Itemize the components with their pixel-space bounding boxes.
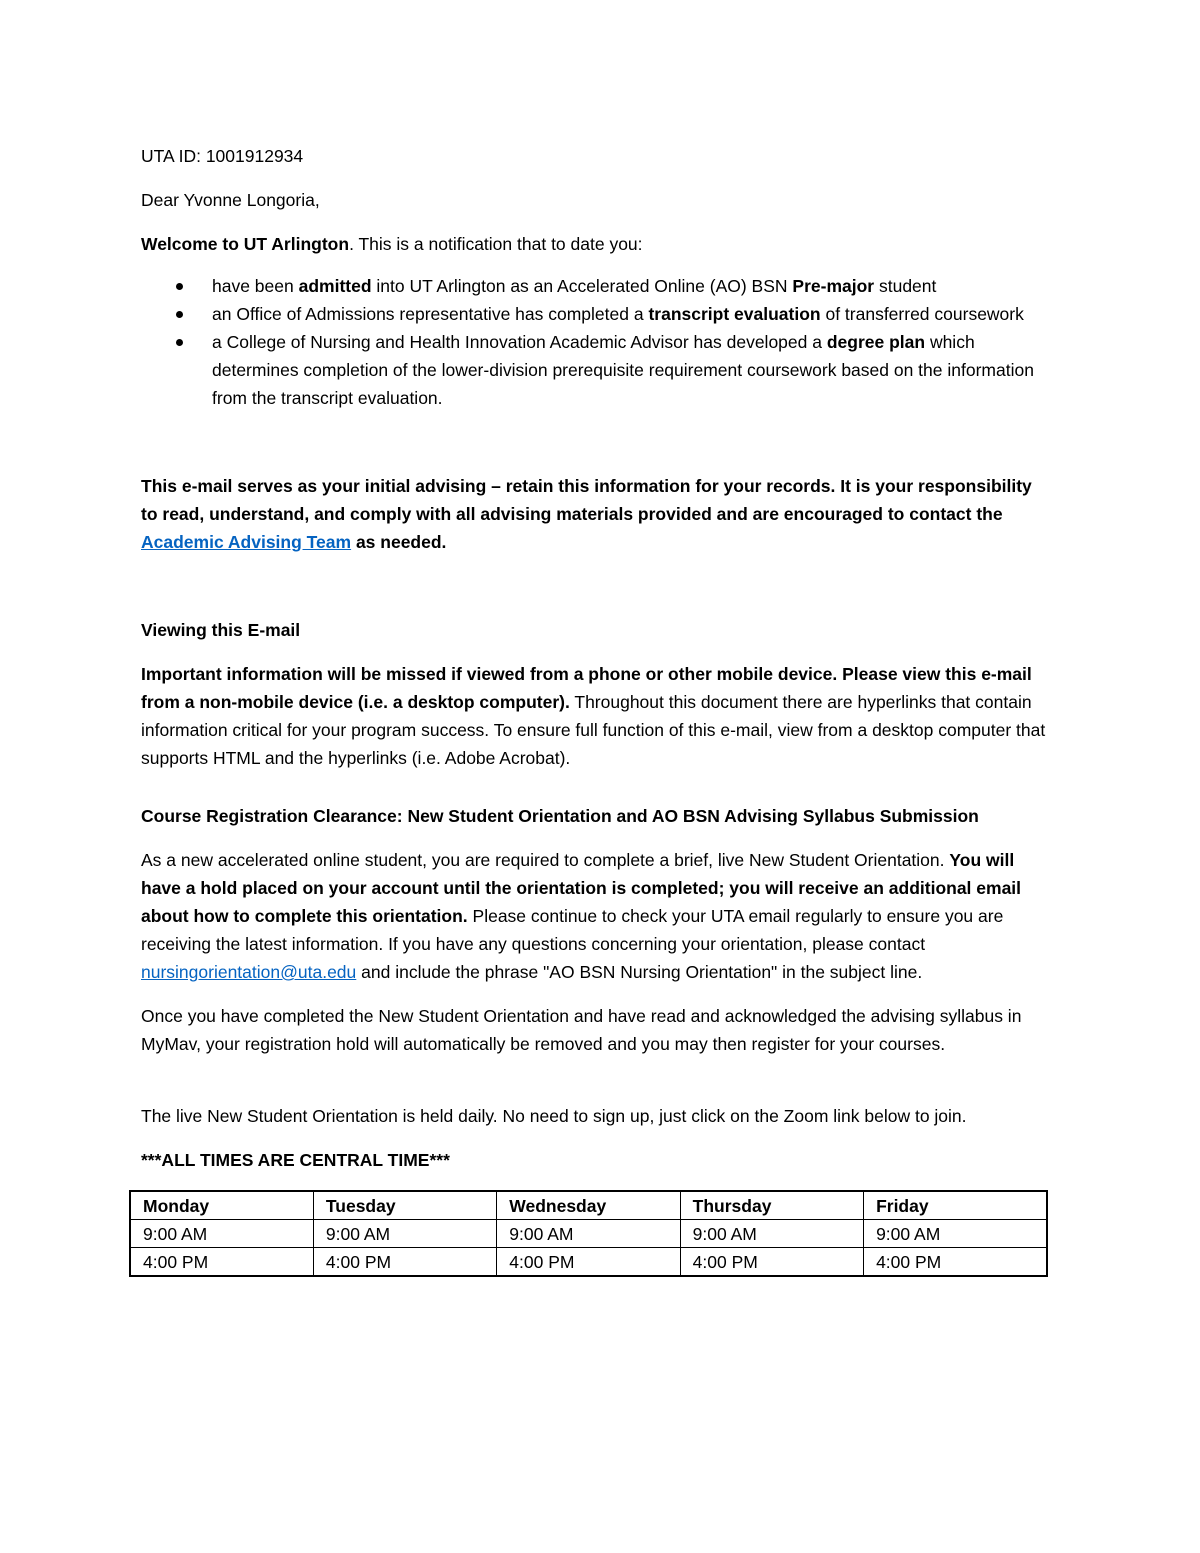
table-header-row <box>130 1191 1047 1220</box>
orientation-schedule-table <box>129 1190 1048 1277</box>
table-row <box>130 1248 1047 1277</box>
orientation-daily-paragraph: The live New Student Orientation is held daily. No need to sign up, just click on the Zoom link below to join. <box>141 1106 967 1126</box>
bullet-icon <box>176 283 183 290</box>
registration-hold-paragraph: Once you have completed the New Student Orientation and have read and acknowledged the advising syllabus in MyMav, your registration hold will automatically be removed and you may then register for your courses. <box>141 1006 1022 1054</box>
orientation-paragraph: As a new accelerated online student, you are required to complete a brief, live New Student Orientation. You will have a hold placed on your account until the orientation is completed; you will receive an additional email about how to complete this orientation. Please continue to check your UTA email regularly to ensure you are receiving the latest information. If you have any questions concerning your orientation, please contact nursingorientation@uta.edu and include the phrase "AO BSN Nursing Orientation" in the subject line. <box>141 850 1022 982</box>
orientation-email-link[interactable]: nursingorientation@uta.edu <box>141 962 357 982</box>
salutation: Dear Yvonne Longoria, <box>141 190 320 210</box>
column-header-thursday: Thursday <box>680 1191 863 1220</box>
table-cell: 9:00 AM <box>864 1220 1047 1248</box>
table-cell: 9:00 AM <box>130 1220 313 1248</box>
table-row <box>130 1220 1047 1248</box>
central-time-note: ***ALL TIMES ARE CENTRAL TIME*** <box>141 1150 450 1170</box>
column-header-friday: Friday <box>864 1191 1047 1220</box>
list-item: a College of Nursing and Health Innovation Academic Advisor has developed a degree plan which determines completion of the lower-division prerequisite requirement coursework based on the information from the transcript evaluation. <box>141 328 1050 412</box>
viewing-heading: Viewing this E-mail <box>141 620 301 640</box>
table-cell: 4:00 PM <box>864 1248 1047 1277</box>
table-cell: 4:00 PM <box>313 1248 496 1277</box>
column-header-tuesday: Tuesday <box>313 1191 496 1220</box>
table-cell: 4:00 PM <box>497 1248 680 1277</box>
table-cell: 9:00 AM <box>497 1220 680 1248</box>
table-cell: 4:00 PM <box>130 1248 313 1277</box>
viewing-paragraph: Important information will be missed if viewed from a phone or other mobile device. Please view this e-mail from a non-mobile device (i.e. a desktop computer). Throughout this document there are hyperlinks that contain information critical for your program success. To ensure full function of this e-mail, view from a desktop computer that supports HTML and the hyperlinks (i.e. Adobe Acrobat). <box>141 664 1046 768</box>
uta-id: UTA ID: 1001912934 <box>141 146 304 166</box>
table-cell: 9:00 AM <box>680 1220 863 1248</box>
welcome-bold: Welcome to UT Arlington <box>141 234 350 254</box>
table-cell: 4:00 PM <box>680 1248 863 1277</box>
welcome-line <box>141 230 1050 258</box>
column-header-monday: Monday <box>130 1191 313 1220</box>
bullet-icon <box>176 339 183 346</box>
list-item: an Office of Admissions representative has completed a transcript evaluation of transferred coursework <box>141 300 1050 328</box>
list-item: have been admitted into UT Arlington as an Accelerated Online (AO) BSN Pre-major student <box>141 272 1050 300</box>
registration-heading: Course Registration Clearance: New Student Orientation and AO BSN Advising Syllabus Submission <box>141 806 979 826</box>
academic-advising-team-link[interactable]: Academic Advising Team <box>141 532 352 552</box>
advising-paragraph: This e-mail serves as your initial advising – retain this information for your records. It is your responsibility to read, understand, and comply with all advising materials provided and are encouraged to contact the Academic Advising Team as needed. <box>141 476 1032 552</box>
status-list <box>141 272 1050 412</box>
table-cell: 9:00 AM <box>313 1220 496 1248</box>
welcome-rest: . This is a notification that to date you: <box>349 234 643 254</box>
column-header-wednesday: Wednesday <box>497 1191 680 1220</box>
bullet-icon <box>176 311 183 318</box>
